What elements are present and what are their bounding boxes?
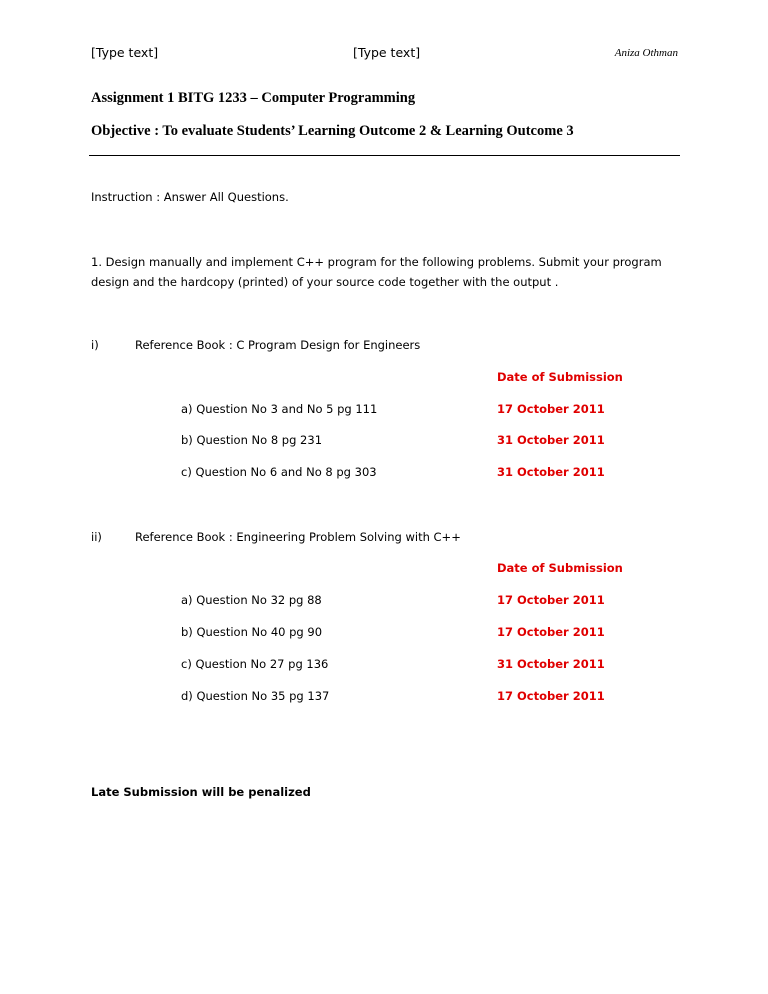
section-1-date-header: Date of Submission (497, 370, 623, 384)
section-2-date-header: Date of Submission (497, 561, 623, 575)
section-1-item-a-date: 17 October 2011 (497, 402, 605, 416)
section-2-number: ii) (91, 530, 102, 544)
section-1-item-b-date: 31 October 2011 (497, 433, 605, 447)
section-2-reference: Reference Book : Engineering Problem Solving with C++ (135, 530, 461, 544)
section-2-item-d-date: 17 October 2011 (497, 689, 605, 703)
header-left-placeholder: [Type text] (91, 45, 159, 60)
section-2-item-b: b) Question No 40 pg 90 (181, 625, 323, 639)
section-1-item-a: a) Question No 3 and No 5 pg 111 (181, 402, 378, 416)
section-2-item-b-date: 17 October 2011 (497, 625, 605, 639)
section-1-item-b: b) Question No 8 pg 231 (181, 433, 323, 447)
section-2-item-d: d) Question No 35 pg 137 (181, 689, 330, 703)
header-center-placeholder: [Type text] (353, 45, 421, 60)
section-2-item-a-date: 17 October 2011 (497, 593, 605, 607)
section-1-number: i) (91, 338, 99, 352)
section-1-item-c-date: 31 October 2011 (497, 465, 605, 479)
instruction-text: Instruction : Answer All Questions. (91, 190, 289, 204)
title-divider (89, 155, 680, 156)
objective-line: Objective : To evaluate Students’ Learning Outcome 2 & Learning Outcome 3 (91, 123, 574, 139)
section-2-item-c-date: 31 October 2011 (497, 657, 605, 671)
assignment-title: Assignment 1 BITG 1233 – Computer Programming (91, 90, 416, 106)
section-2-item-a: a) Question No 32 pg 88 (181, 593, 322, 607)
section-2-item-c: c) Question No 27 pg 136 (181, 657, 329, 671)
question-1-text: 1. Design manually and implement C++ program for the following problems. Submit your program design and the hardcopy (printed) of your source code together with the output . (91, 255, 662, 289)
section-1-reference: Reference Book : C Program Design for Engineers (135, 338, 421, 352)
section-1-item-c: c) Question No 6 and No 8 pg 303 (181, 465, 377, 479)
late-submission-note: Late Submission will be penalized (91, 785, 311, 799)
header-author: Aniza Othman (614, 47, 678, 59)
